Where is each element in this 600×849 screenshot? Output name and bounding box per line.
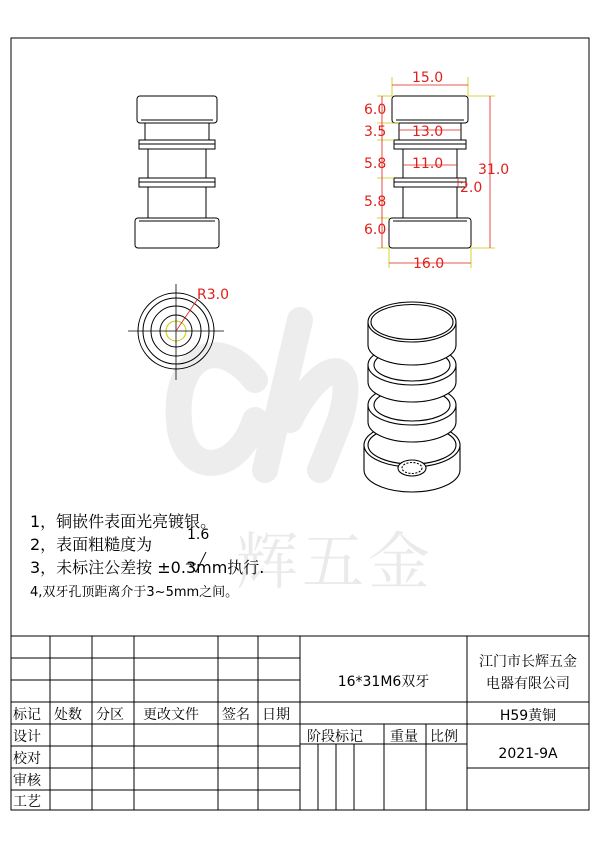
front-view-left: [135, 96, 219, 248]
header-label-mark: 标记: [13, 707, 41, 723]
dim-ring1-height: 5.8: [364, 156, 387, 172]
dim-base-height: 6.0: [364, 222, 387, 238]
dimension-lines: [382, 85, 490, 263]
header-label-date: 日期: [262, 707, 290, 723]
header-label-signature: 签名: [222, 707, 250, 723]
row-label-design: 设计: [13, 729, 41, 745]
watermark-text: 辉五金: [236, 525, 435, 598]
note-1: 1，铜嵌件表面光亮镀银。: [30, 512, 217, 531]
note-3: 3，未标注公差按 ±0.3mm执行.: [30, 558, 265, 577]
dim-groove-width: 2.0: [460, 180, 483, 196]
note-2: 2，表面粗糙度为: [30, 535, 153, 554]
roughness-value: 1.6: [187, 527, 210, 543]
dim-groove-diameter: 11.0: [412, 156, 444, 172]
company-line-2: 电器有限公司: [486, 676, 570, 692]
company-line-1: 江门市长辉五金: [479, 654, 577, 670]
dim-cap-height: 6.0: [364, 102, 387, 118]
front-view-dimensioned: [389, 96, 471, 248]
part-name: 16*31M6双牙: [337, 674, 430, 690]
dim-width-top: 15.0: [412, 70, 444, 86]
row-label-review: 审核: [13, 773, 41, 789]
dim-neck-height: 3.5: [364, 124, 387, 140]
watermark-logo: [179, 320, 346, 470]
dim-neck-diameter: 13.0: [412, 124, 444, 140]
scale-label: 比例: [430, 729, 458, 745]
drawing-number: 2021-9A: [498, 746, 558, 762]
note-4: 4,双牙孔顶距离介于3~5mm之间。: [30, 585, 239, 600]
header-label-count: 处数: [54, 707, 82, 723]
weight-label: 重量: [390, 729, 418, 745]
row-label-check: 校对: [13, 751, 41, 767]
dim-radius: R3.0: [197, 287, 229, 303]
row-label-process: 工艺: [13, 794, 41, 810]
header-label-zone: 分区: [96, 707, 124, 723]
dim-width-base: 16.0: [413, 256, 445, 272]
header-label-change-file: 更改文件: [143, 707, 199, 723]
material: H59黄铜: [499, 708, 557, 724]
dim-total-height: 31.0: [478, 162, 510, 178]
dim-ring2-height: 5.8: [364, 194, 387, 210]
isometric-view: [364, 302, 460, 492]
stage-label: 阶段标记: [307, 729, 363, 745]
